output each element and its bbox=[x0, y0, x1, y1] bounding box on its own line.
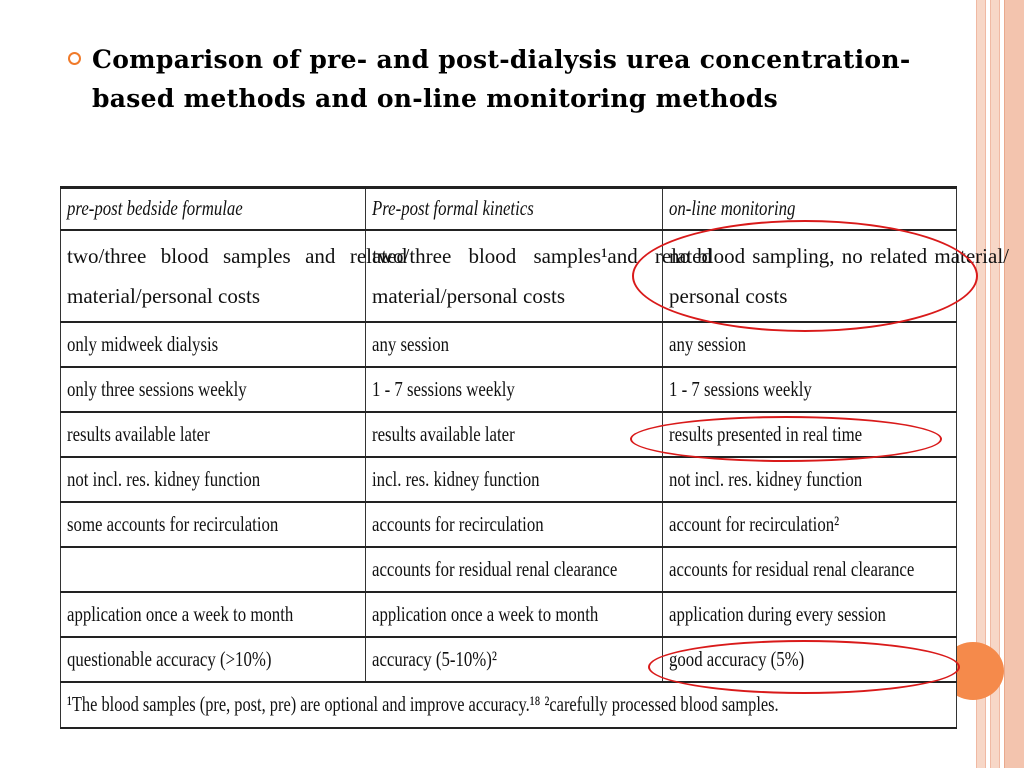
highlight-ellipse bbox=[630, 416, 942, 462]
table-cell: no blood sampling, no related material/ personal costs bbox=[663, 230, 957, 322]
table-cell: 1 - 7 sessions weekly bbox=[663, 367, 957, 412]
table-cell: any session bbox=[663, 322, 957, 367]
table-footnote: ¹The blood samples (pre, post, pre) are optional and improve accuracy.¹⁸ ²carefully processed blood samples. bbox=[61, 682, 957, 728]
highlight-ellipse bbox=[648, 640, 960, 694]
table-cell: two/three blood samples¹and related material/personal costs bbox=[366, 230, 663, 322]
table-cell: questionable accuracy (>10%) bbox=[61, 637, 366, 682]
highlight-ellipse bbox=[632, 220, 978, 332]
header-cell: on-line monitoring bbox=[663, 188, 957, 230]
table-cell: accounts for residual renal clearance bbox=[366, 547, 663, 592]
table-cell: only midweek dialysis bbox=[61, 322, 366, 367]
table-cell: only three sessions weekly bbox=[61, 367, 366, 412]
table-cell: any session bbox=[366, 322, 663, 367]
table-cell: accounts for residual renal clearance bbox=[663, 547, 957, 592]
table-row bbox=[61, 502, 957, 547]
table-cell: results presented in real time bbox=[663, 412, 957, 457]
table-cell: good accuracy (5%) bbox=[663, 637, 957, 682]
table-cell: two/three blood samples and related material/personal costs bbox=[61, 230, 366, 322]
table-cell: results available later bbox=[61, 412, 366, 457]
table-cell: not incl. res. kidney function bbox=[663, 457, 957, 502]
table-cell: 1 - 7 sessions weekly bbox=[366, 367, 663, 412]
table-cell: accuracy (5-10%)² bbox=[366, 637, 663, 682]
table-cell: account for recirculation² bbox=[663, 502, 957, 547]
table-cell: application once a week to month bbox=[366, 592, 663, 637]
table-row bbox=[61, 547, 957, 592]
table-cell: accounts for recirculation bbox=[366, 502, 663, 547]
table-cell bbox=[61, 547, 366, 592]
table-row bbox=[61, 367, 957, 412]
table-cell: application during every session bbox=[663, 592, 957, 637]
decorative-stripe bbox=[1004, 0, 1024, 768]
table-cell: results available later bbox=[366, 412, 663, 457]
header-cell: pre-post bedside formulae bbox=[61, 188, 366, 230]
table-cell: incl. res. kidney function bbox=[366, 457, 663, 502]
table-cell: not incl. res. kidney function bbox=[61, 457, 366, 502]
table-row bbox=[61, 592, 957, 637]
circle-bullet-icon bbox=[68, 52, 81, 65]
table-cell: application once a week to month bbox=[61, 592, 366, 637]
table-row bbox=[61, 457, 957, 502]
table-cell: some accounts for recirculation bbox=[61, 502, 366, 547]
slide-title: Comparison of pre- and post-dialysis urea concentration-based methods and on-line monitoring methods bbox=[92, 45, 911, 113]
header-cell: Pre-post formal kinetics bbox=[366, 188, 663, 230]
